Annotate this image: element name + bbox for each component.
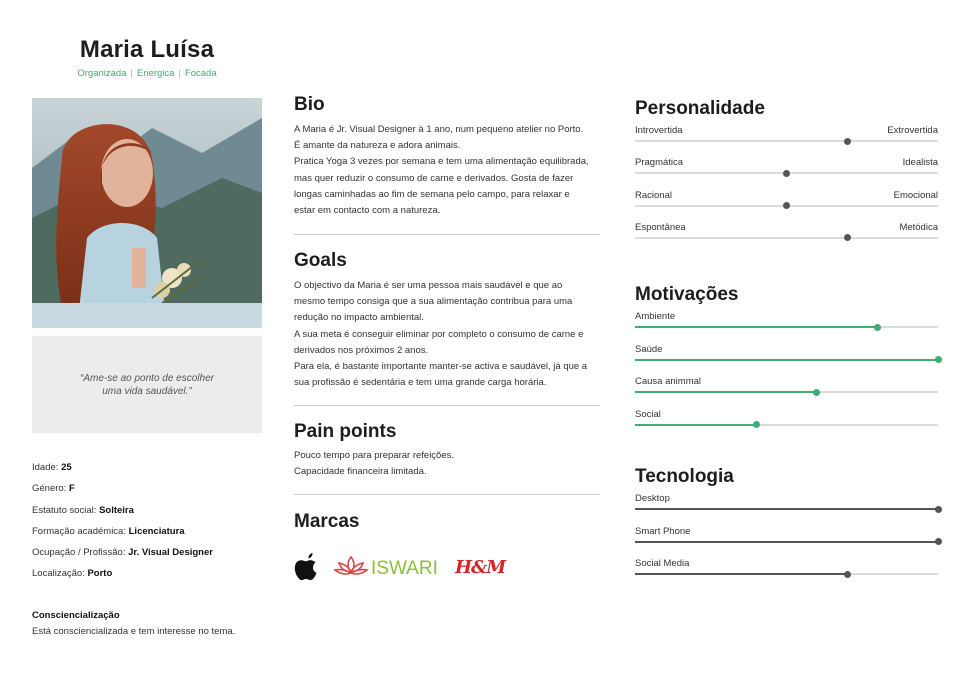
technology-bar-label: Social Media [635,558,690,569]
demo-gender: Género: F [32,483,75,495]
motivation-bar-label: Ambiente [635,311,676,322]
demo-age: Idade: 25 [32,462,72,473]
motivations-title: Motivações [635,284,739,305]
iswari-logo [334,553,442,581]
divider [294,405,600,406]
demo-location: Localização: Porto [32,568,113,580]
bio-title: Bio [294,94,325,115]
motivation-bar-track [635,391,938,393]
personality-scale-label-right: Idealista [902,157,938,169]
awareness-title: Consciencialização [32,610,120,621]
brands-title: Marcas [294,511,360,532]
motivation-bar-marker [753,421,760,428]
motivation-bar [635,344,938,364]
personality-scale-track [635,237,938,239]
personality-scale-label-right: Metódica [899,221,938,233]
personality-scale-label-right: Emocional [893,189,938,201]
technology-bar-marker [844,571,851,578]
motivation-bar-label: Causa animmal [635,376,701,387]
pain-points-title: Pain points [294,421,397,442]
trait: Organizada [77,68,127,79]
motivation-bar-marker [874,324,881,331]
technology-bar-fill [635,508,938,510]
personality-title: Personalidade [635,98,765,119]
motivation-bar-label: Social [635,408,661,420]
personality-scale-marker [783,202,790,209]
personality-scale-label: Espontânea [635,221,686,233]
technology-bar [635,493,938,513]
awareness-text: Está consciencializada e tem interesse no tema. [32,626,236,637]
personality-scale-marker [783,170,790,177]
persona-quote: “Ame-se ao ponto de escolher uma vida saudável.” [32,336,262,433]
personality-scale-label: Racional [635,189,672,201]
persona-name: Maria Luísa [79,36,215,63]
goals-title: Goals [294,250,347,271]
demo-education: Formação académica: Licenciatura [32,525,185,537]
personality-scale-track [635,172,938,174]
personality-scale-label-right: Extrovertida [887,125,938,136]
motivation-bar-track [635,424,938,426]
technology-bar-track [635,573,938,575]
technology-bar-fill [635,573,847,575]
technology-bar-label: Smart Phone [635,525,691,537]
goals-text: O objectivo da Maria é ser uma pessoa mais saudável e que ao mesmo tempo consiga que a sua alimentação contribua para uma redução no impacto ambiental. A sua meta é conseguir eliminar por completo o consumo de carne e derivados nos próximos 2 anos. Para ela, é bastante importante manter-se activa e saudável, já que a sua profissão é sedentária e tem uma grande carga horária. [294,280,588,389]
motivation-bar [635,311,938,331]
personality-scale-label: Pragmática [635,157,684,169]
personality-scale-marker [844,234,851,241]
technology-bar [635,558,938,578]
svg-text:ISWARI: ISWARI [371,558,438,579]
personality-scale-marker [844,138,851,145]
bio-text: A Maria é Jr. Visual Designer à 1 ano, num pequeno atelier no Porto. É amante da natureza e adora animais. Pratica Yoga 3 vezes por semana e tem uma alimentação equilibrada, mas quer reduzir o consumo de carne e derivados. Gosta de fazer longas caminhadas ao fim de semana pelo campo, para relaxar e estar em contacto com a natureza. [294,124,589,217]
motivation-bar-marker [813,389,820,396]
technology-bar-fill [635,541,938,543]
technology-bar-marker [935,506,942,513]
personality-scale-track [635,205,938,207]
pain-points-text: Pouco tempo para preparar refeições. Capacidade financeira limitada. [294,450,455,478]
motivation-bar-fill [635,424,756,426]
divider [294,494,600,495]
demo-occupation: Ocupação / Profissão: Jr. Visual Designer [32,547,213,559]
technology-bar [635,526,938,546]
technology-bar-track [635,508,938,510]
persona-traits: Organizada | Energica | Focada [77,68,217,79]
svg-text:H&M: H&M [455,557,506,578]
demographics [32,462,272,590]
personality-scale-track [635,140,938,142]
personality-scale-label: Introvertida [635,125,683,136]
personality-scale [635,190,938,210]
personality-scale [635,125,938,145]
motivation-bar-label: Saúde [635,343,663,355]
motivation-bar [635,376,938,396]
motivation-bar-fill [635,326,877,328]
motivation-bar-marker [935,356,942,363]
divider [294,234,600,235]
technology-bar-track [635,541,938,543]
hm-logo [455,553,506,579]
motivation-bar-track [635,359,938,361]
personality-scale [635,157,938,177]
technology-bar-label: Desktop [635,493,670,504]
motivation-bar-track [635,326,938,328]
demo-marital-status: Estatuto social: Solteira [32,504,134,516]
motivation-bar-fill [635,359,938,361]
motivation-bar-fill [635,391,817,393]
persona-photo [32,98,262,328]
trait: Energica [136,68,175,79]
technology-title: Tecnologia [635,466,734,487]
apple-logo [294,552,320,582]
personality-scale [635,222,938,242]
trait: Focada [184,68,217,79]
technology-bar-marker [935,538,942,545]
motivation-bar [635,409,938,429]
